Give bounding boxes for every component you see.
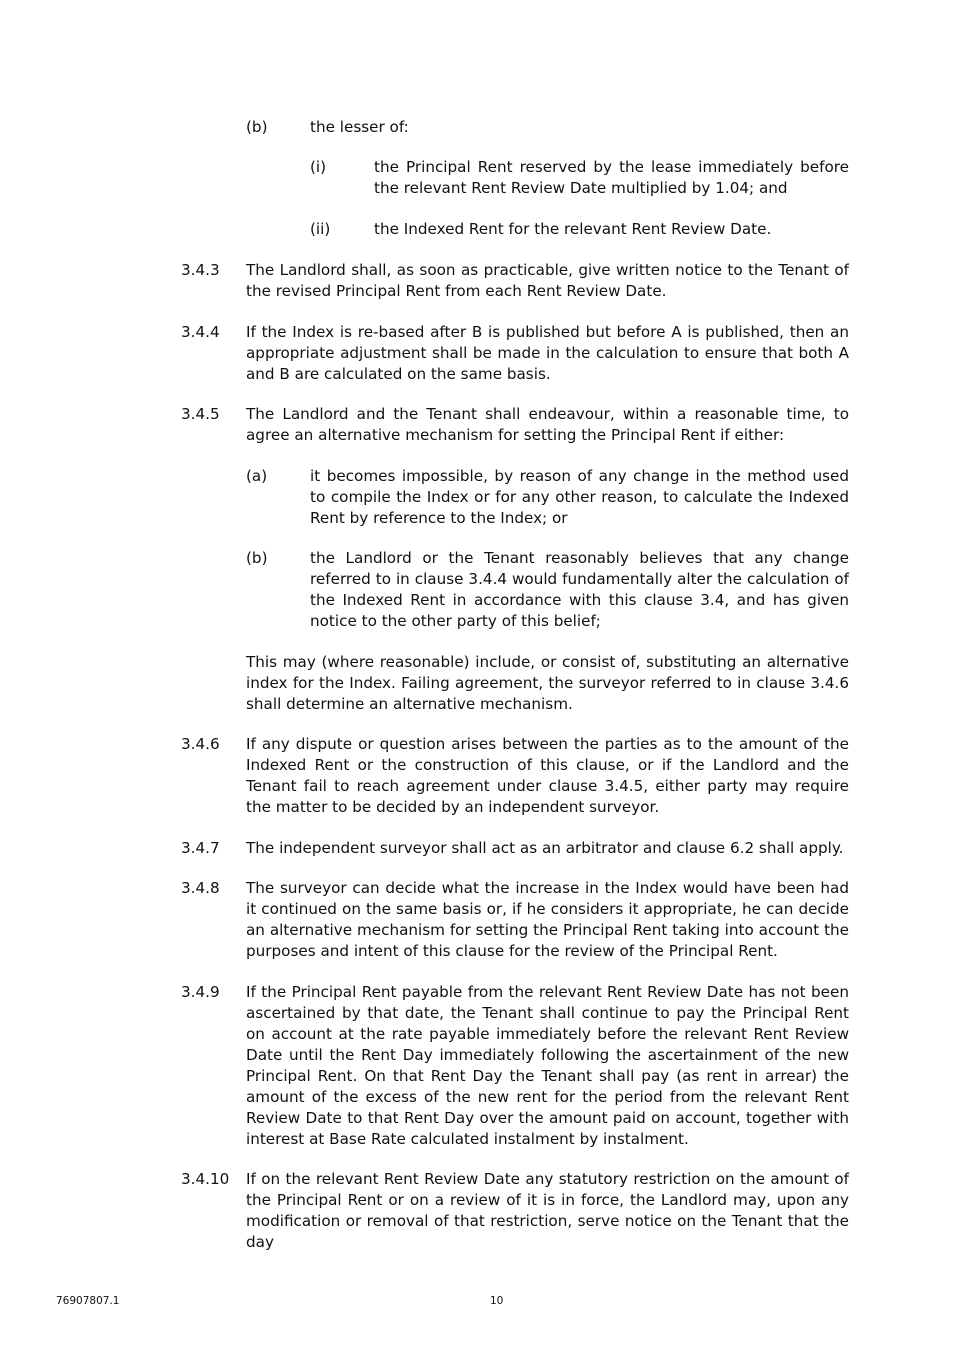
clause-text: The Landlord and the Tenant shall endeavour, within a reasonable time, to agree an alternative mechanism for setting the Principal Rent if either:	[246, 405, 849, 444]
footer-page-number: 10	[490, 1295, 504, 1307]
clause-number: 3.4.7	[181, 839, 220, 857]
para-label: (b)	[246, 549, 268, 567]
clause-text: If any dispute or question arises between the parties as to the amount of the Indexed Rent or the construction of this clause, or if the Landlord and the Tenant fail to reach agreement under clause 3.4.5, either party may require the matter to be decided by an independent surveyor.	[246, 735, 849, 816]
para-label: (i)	[310, 158, 327, 176]
para-text: the Indexed Rent for the relevant Rent Review Date.	[374, 220, 772, 238]
clause-number: 3.4.8	[181, 879, 220, 897]
clause-text: If the Index is re-based after B is published but before A is published, then an appropriate adjustment shall be made in the calculation to ensure that both A and B are calculated on the same basis.	[246, 323, 849, 383]
clause-number: 3.4.10	[181, 1170, 230, 1188]
para-label: (ii)	[310, 220, 331, 238]
clause-text: The Landlord shall, as soon as practicable, give written notice to the Tenant of the revised Principal Rent from each Rent Review Date.	[246, 261, 849, 300]
para-text: the Principal Rent reserved by the lease immediately before the relevant Rent Review Date multiplied by 1.04; and	[374, 158, 849, 197]
clause-number: 3.4.3	[181, 261, 220, 279]
para-text: the Landlord or the Tenant reasonably believes that any change referred to in clause 3.4.4 would fundamentally alter the calculation of the Indexed Rent in accordance with this clause 3.4, and has given notice to the other party of this belief;	[310, 549, 849, 630]
clause-number: 3.4.9	[181, 983, 220, 1001]
para-label: (b)	[246, 118, 268, 136]
clause-text: The independent surveyor shall act as an arbitrator and clause 6.2 shall apply.	[246, 839, 844, 857]
para-text: it becomes impossible, by reason of any change in the method used to compile the Index or for any other reason, to calculate the Indexed Rent by reference to the Index; or	[310, 467, 849, 527]
clause-text: If the Principal Rent payable from the relevant Rent Review Date has not been ascertained by that date, the Tenant shall continue to pay the Principal Rent on account at the rate payable immediately before the relevant Rent Review Date until the Rent Day immediately following the ascertainment of the new Principal Rent. On that Rent Day the Tenant shall pay (as rent in arrear) the amount of the excess of the new rent for the period from the relevant Rent Review Date to that Rent Day over the amount paid on account, together with interest at Base Rate calculated instalment by instalment.	[246, 983, 849, 1148]
footer-doc-ref: 76907807.1	[56, 1295, 120, 1307]
clause-text: If on the relevant Rent Review Date any statutory restriction on the amount of the Principal Rent or on a review of it is in force, the Landlord may, upon any modification or removal of that restriction, serve notice on the Tenant that the day	[246, 1170, 849, 1251]
clause-text: This may (where reasonable) include, or consist of, substituting an alternative index for the Index. Failing agreement, the surveyor referred to in clause 3.4.6 shall determine an alternative mechanism.	[246, 653, 849, 713]
clause-number: 3.4.6	[181, 735, 220, 753]
para-text: the lesser of:	[310, 118, 409, 136]
clause-number: 3.4.5	[181, 405, 220, 423]
para-label: (a)	[246, 467, 268, 485]
clause-number: 3.4.4	[181, 323, 220, 341]
clause-text: The surveyor can decide what the increase in the Index would have been had it continued on the same basis or, if he considers it appropriate, he can decide an alternative mechanism for setting the Principal Rent taking into account the purposes and intent of this clause for the review of the Principal Rent.	[246, 879, 849, 960]
